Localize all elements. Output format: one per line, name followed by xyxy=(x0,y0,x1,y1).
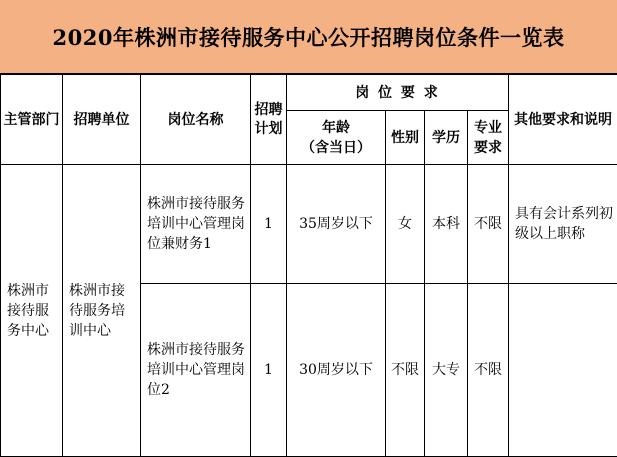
table-row xyxy=(1,165,617,283)
table-title: 2020年株洲市接待服务中心公开招聘岗位条件一览表 xyxy=(52,24,565,50)
cell-education: 本科 xyxy=(425,165,468,283)
header-education: 学历 xyxy=(425,111,468,165)
recruitment-table xyxy=(0,74,617,457)
header-age: 年龄 （含当日） xyxy=(287,111,386,165)
header-row-1 xyxy=(1,75,617,111)
cell-unit: 株洲市接待服务培训中心 xyxy=(63,165,141,457)
cell-other xyxy=(509,283,617,456)
header-major: 专业要求 xyxy=(468,111,509,165)
cell-major: 不限 xyxy=(468,283,509,456)
header-unit: 招聘单位 xyxy=(63,75,141,165)
cell-other: 具有会计系列初级以上职称 xyxy=(509,165,617,283)
cell-age: 30周岁以下 xyxy=(287,283,386,456)
cell-position: 株洲市接待服务培训中心管理岗位兼财务1 xyxy=(141,165,251,283)
header-requirements: 岗 位 要 求 xyxy=(287,75,509,111)
cell-gender: 不限 xyxy=(386,283,425,456)
header-plan: 招聘计划 xyxy=(251,75,287,165)
cell-gender: 女 xyxy=(386,165,425,283)
cell-plan: 1 xyxy=(251,165,287,283)
cell-dept: 株洲市接待服务中心 xyxy=(1,165,63,457)
table-title-bar xyxy=(0,0,617,74)
cell-education: 大专 xyxy=(425,283,468,456)
cell-major: 不限 xyxy=(468,165,509,283)
header-other: 其他要求和说明 xyxy=(509,75,617,165)
cell-position: 株洲市接待服务培训中心管理岗位2 xyxy=(141,283,251,456)
header-position: 岗位名称 xyxy=(141,75,251,165)
header-dept: 主管部门 xyxy=(1,75,63,165)
header-gender: 性别 xyxy=(386,111,425,165)
cell-plan: 1 xyxy=(251,283,287,456)
cell-age: 35周岁以下 xyxy=(287,165,386,283)
